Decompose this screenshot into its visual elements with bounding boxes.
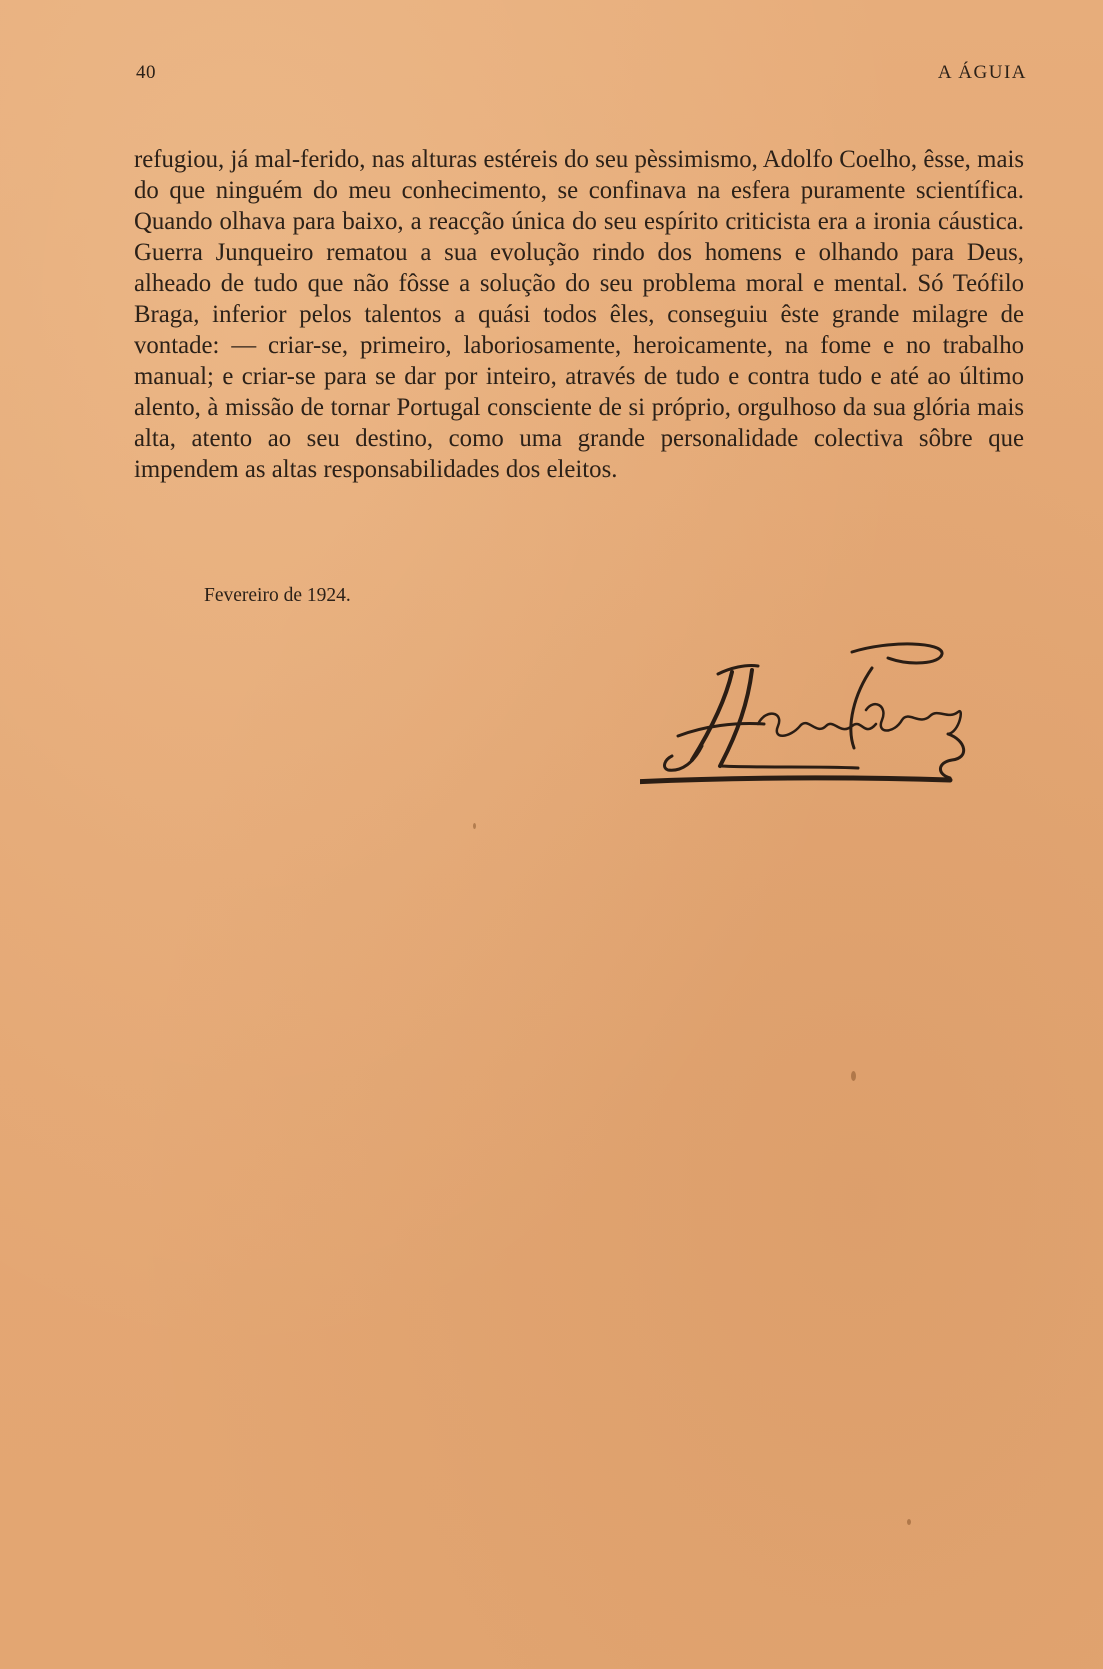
paper-speck	[473, 823, 476, 829]
paper-speck	[907, 1519, 911, 1525]
paper-speck	[851, 1071, 856, 1081]
author-signature	[640, 640, 1020, 820]
page-number: 40	[136, 62, 156, 83]
dateline: Fevereiro de 1924.	[204, 585, 351, 606]
running-head: A ÁGUIA	[937, 62, 1027, 83]
article-paragraph: refugiou, já mal-ferido, nas alturas estéreis do seu pèssimismo, Adolfo Coelho, êsse, mais do que ninguém do meu conhecimento, se confinava na esfera puramente scientífica. Quando olhava para baixo, a reacção única do seu espírito criticista era a ironia cáustica. Guerra Junqueiro rematou a sua evolução rindo dos homens e olhando para Deus, alheado de tudo que não fôsse a solução do seu problema moral e mental. Só Teófilo Braga, inferior pelos talentos a quási todos êles, conseguiu êste grande milagre de vontade: — criar-se, primeiro, laboriosamente, heroicamente, na fome e no trabalho manual; e criar-se para se dar por inteiro, através de tudo e contra tudo e até ao último alento, à missão de tornar Portugal consciente de si próprio, orgulhoso da sua glória mais alta, atento ao seu destino, como uma grande personalidade colectiva sôbre que impendem as altas responsabilidades dos eleitos.	[134, 146, 1024, 483]
